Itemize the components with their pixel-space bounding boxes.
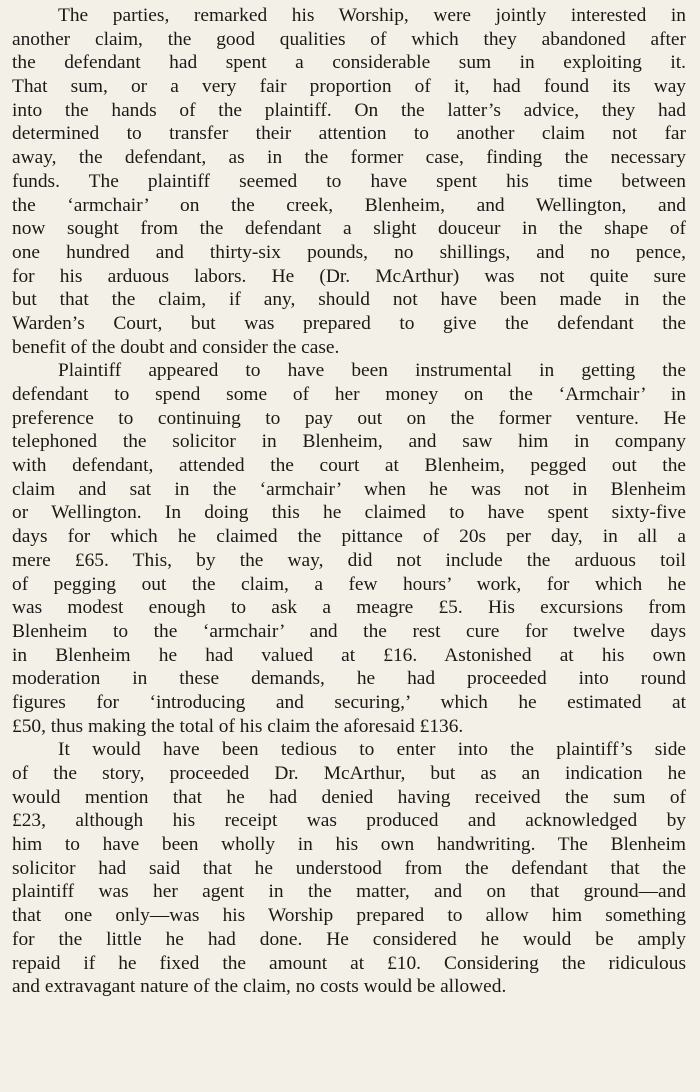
text-line: defendant to spend some of her money on the ‘Armchair’ in	[12, 384, 686, 405]
text-line: determined to transfer their attention to another claim not far	[12, 123, 686, 145]
text-line: funds. The plaintiff seemed to have spent his time between	[12, 170, 686, 192]
text-line: mere £65. This, by the way, did not include the arduous toil	[12, 549, 686, 571]
text-line: Blenheim to the ‘armchair’ and the rest cure for twelve days	[12, 620, 686, 642]
text-line: would mention that he had denied having received the sum of	[12, 786, 686, 808]
paragraph	[12, 359, 686, 738]
text-line: in Blenheim he had valued at £16. Astonished at his own	[12, 644, 686, 666]
text-line: claim and sat in the ‘armchair’ when he was not in Blenheim	[12, 478, 686, 500]
text-line: Plaintiff appeared to have been instrumental in getting the	[58, 360, 686, 382]
text-line: of the story, proceeded Dr. McArthur, but as an indication he	[12, 763, 686, 784]
text-line: and extravagant nature of the claim, no costs would be allowed.	[12, 976, 507, 998]
text-line: him to have been wholly in his own handwriting. The Blenheim	[12, 834, 686, 856]
text-line: solicitor had said that he understood from the defendant that the	[12, 857, 686, 879]
text-line: now sought from the defendant a slight douceur in the shape of	[12, 218, 686, 240]
text-line: The parties, remarked his Worship, were jointly interested in	[58, 5, 686, 26]
text-line: but that the claim, if any, should not have been made in the	[12, 289, 686, 311]
text-line: for the little he had done. He considered he would be amply	[12, 928, 686, 950]
text-line: was modest enough to ask a meagre £5. His excursions from	[12, 597, 686, 619]
article-body	[12, 4, 686, 999]
text-line: into the hands of the plaintiff. On the latter’s advice, they had	[12, 99, 686, 121]
text-line: repaid if he fixed the amount at £10. Considering the ridiculous	[12, 952, 686, 974]
text-line: preference to continuing to pay out on the former venture. He	[12, 407, 686, 429]
text-line: the defendant had spent a considerable sum in exploiting it.	[12, 52, 686, 74]
text-line: of pegging out the claim, a few hours’ work, for which he	[12, 573, 686, 595]
text-line: away, the defendant, as in the former case, finding the necessary	[12, 147, 686, 169]
text-line: days for which he claimed the pittance of 20s per day, in all a	[12, 526, 686, 548]
text-line: with defendant, attended the court at Blenheim, pegged out the	[12, 455, 686, 477]
text-line: that one only—was his Worship prepared to allow him something	[12, 905, 686, 927]
text-line: benefit of the doubt and consider the case.	[12, 336, 340, 358]
text-line: That sum, or a very fair proportion of it, had found its way	[12, 76, 686, 98]
text-line: It would have been tedious to enter into the plaintiff’s side	[58, 739, 686, 761]
paragraph	[12, 738, 686, 999]
text-line: one hundred and thirty-six pounds, no shillings, and no pence,	[12, 241, 686, 263]
text-line: figures for ‘introducing and securing,’ which he estimated at	[12, 691, 686, 713]
text-line: £23, although his receipt was produced and acknowledged by	[12, 810, 686, 832]
text-line: another claim, the good qualities of which they abandoned after	[12, 28, 686, 50]
text-line: for his arduous labors. He (Dr. McArthur) was not quite sure	[12, 265, 686, 287]
text-line: moderation in these demands, he had proceeded into round	[12, 668, 686, 690]
text-line: plaintiff was her agent in the matter, and on that ground—and	[12, 881, 686, 903]
text-line: or Wellington. In doing this he claimed to have spent sixty-five	[12, 502, 686, 524]
text-line: Warden’s Court, but was prepared to give the defendant the	[12, 312, 686, 334]
paragraph	[12, 4, 686, 359]
text-line: £50, thus making the total of his claim the aforesaid £136.	[12, 715, 464, 737]
text-line: the ‘armchair’ on the creek, Blenheim, and Wellington, and	[12, 194, 686, 216]
text-line: telephoned the solicitor in Blenheim, and saw him in company	[12, 431, 686, 453]
